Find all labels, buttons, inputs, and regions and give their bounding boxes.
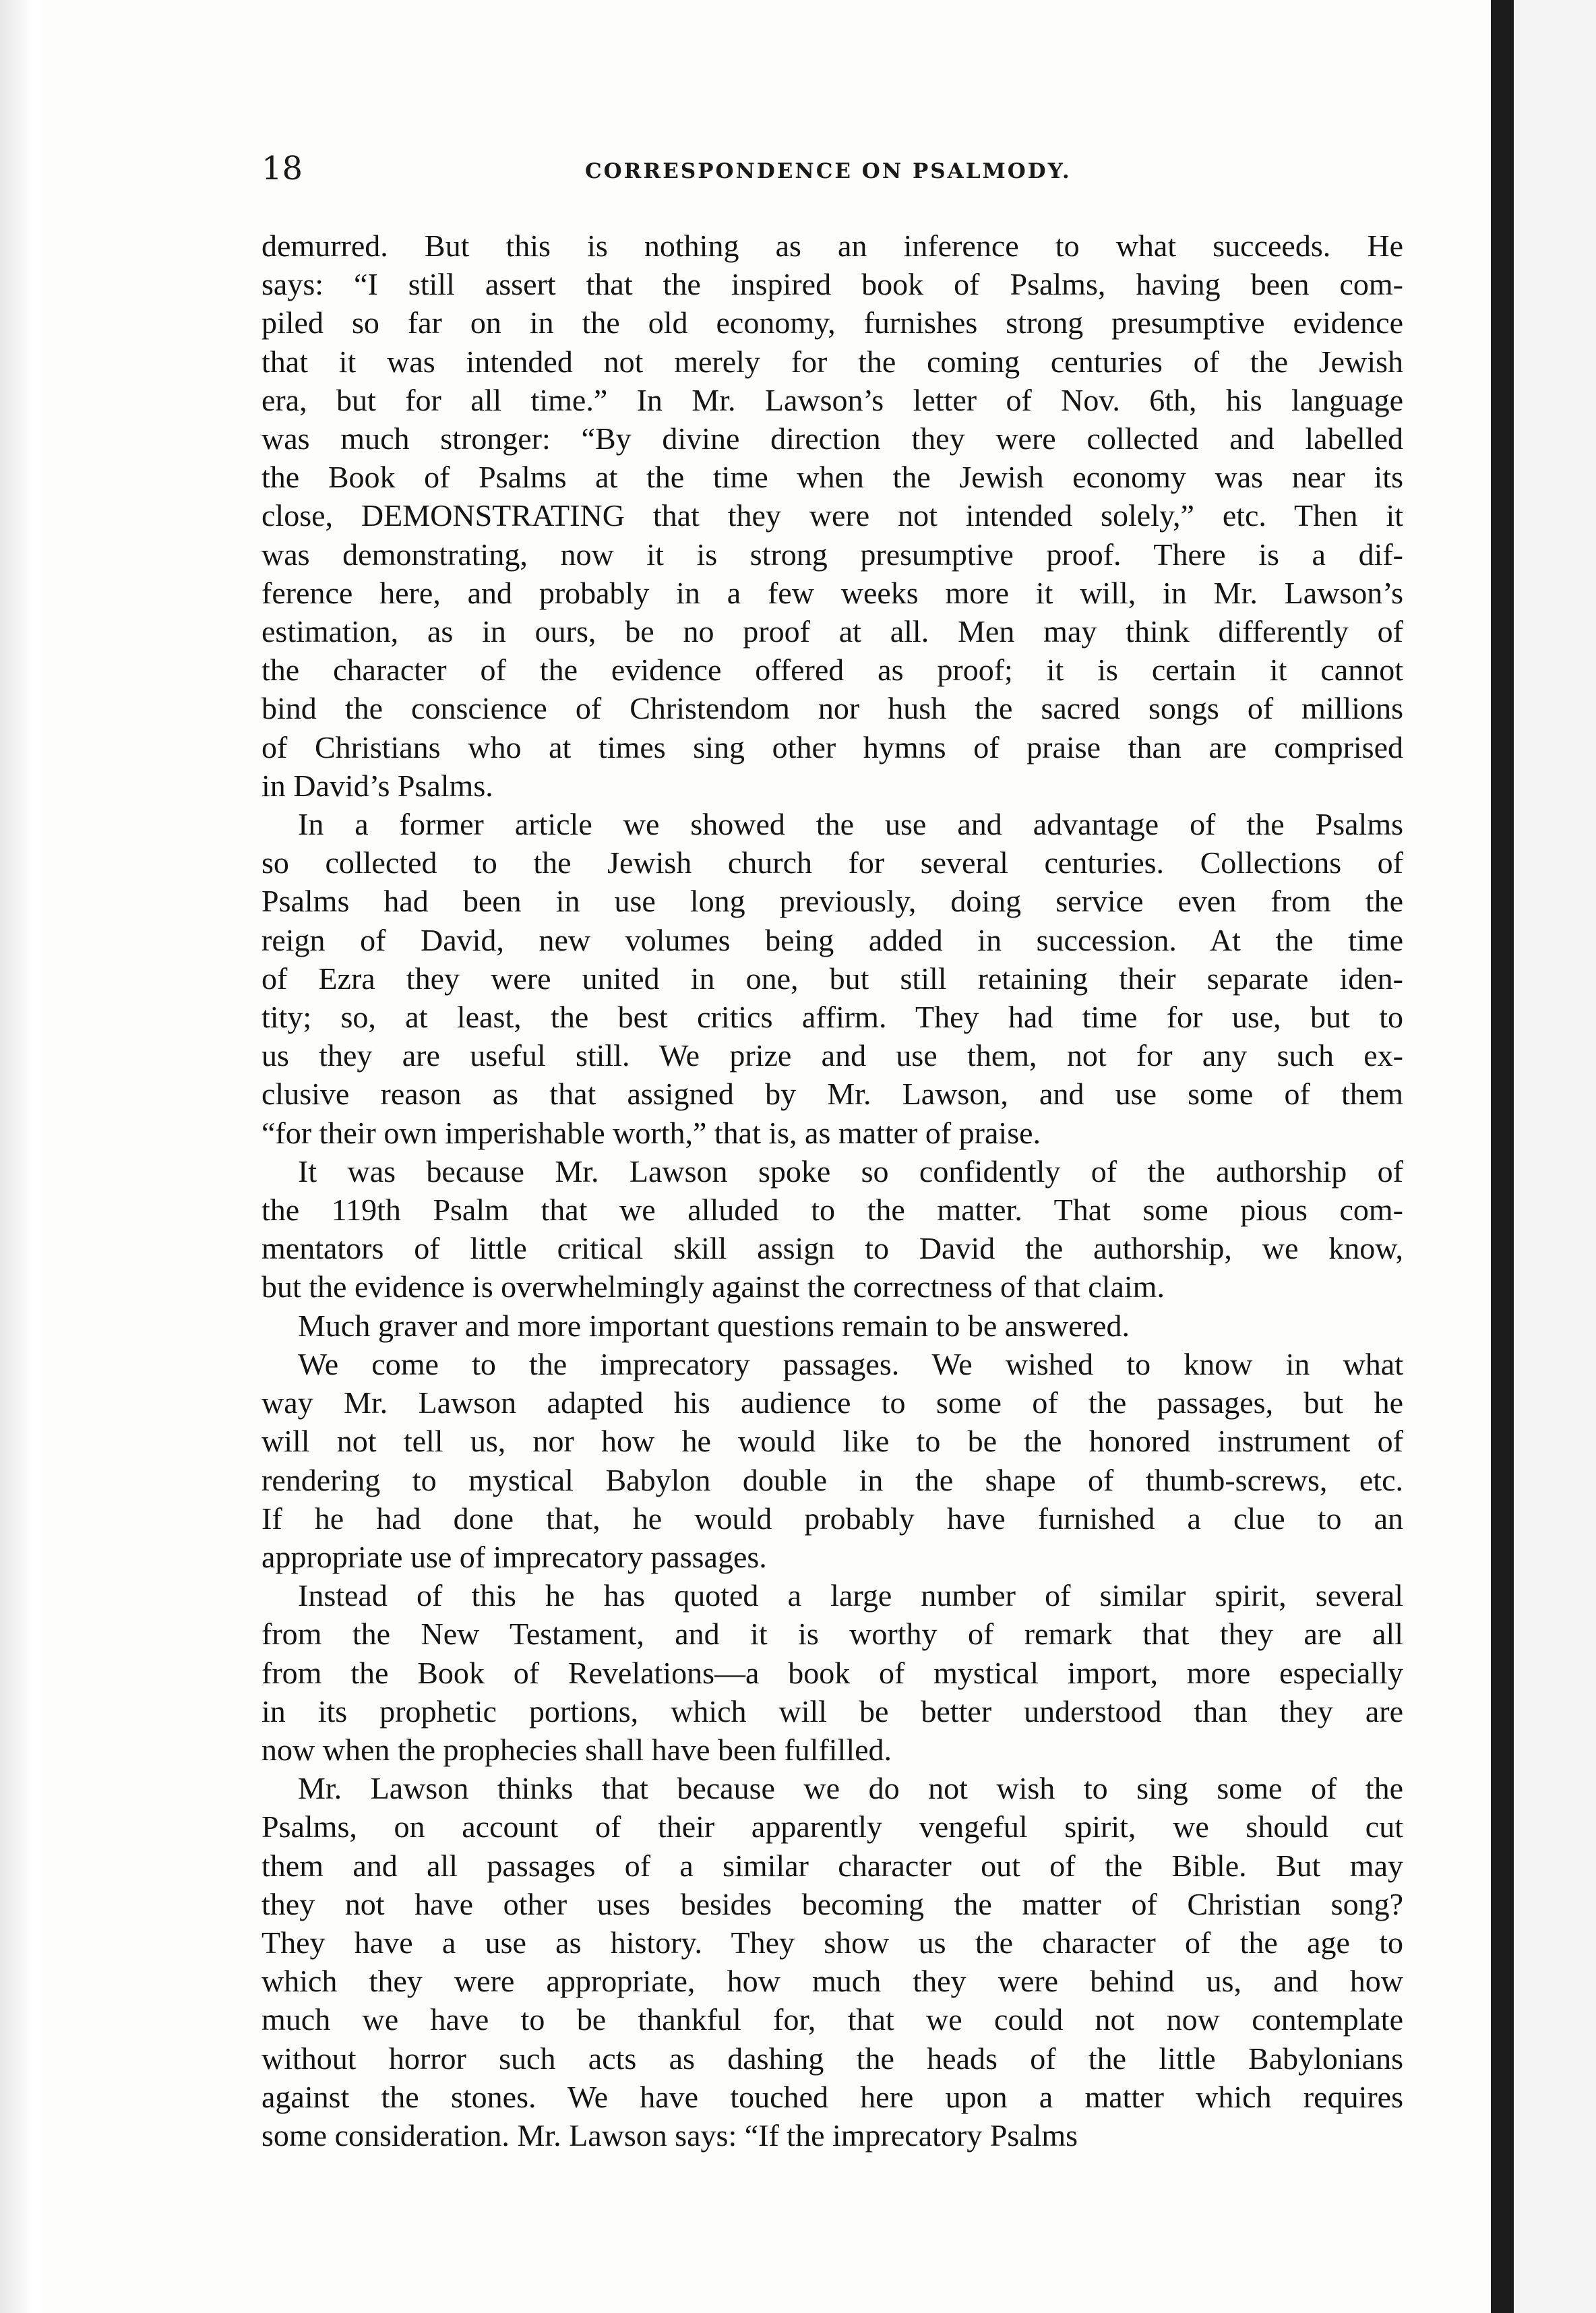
text-line: in David’s Psalms. — [262, 768, 493, 803]
page-header — [262, 150, 1407, 190]
text-line: of Christians who at times sing other hymns of praise than are comprised — [262, 729, 1403, 764]
text-line: says: “I still assert that the inspired book of Psalms, having been com- — [262, 267, 1403, 302]
text-line: so collected to the Jewish church for several centuries. Collections of — [262, 845, 1403, 880]
text-line: reign of David, new volumes being added in succession. At the time — [262, 922, 1403, 957]
text-line: Much graver and more important questions remain to be answered. — [298, 1308, 1130, 1343]
text-line: estimation, as in ours, be no proof at all. Men may think differently of — [262, 614, 1403, 649]
text-line: appropriate use of imprecatory passages. — [262, 1539, 767, 1574]
text-line: bind the conscience of Christendom nor hush the sacred songs of millions — [262, 691, 1403, 726]
text-line: in its prophetic portions, which will be better understood than they are — [262, 1693, 1403, 1729]
text-line: close, DEMONSTRATING that they were not intended solely,” etc. Then it — [262, 498, 1403, 533]
text-line: clusive reason as that assigned by Mr. Lawson, and use some of them — [262, 1077, 1403, 1112]
text-line: way Mr. Lawson adapted his audience to some of the passages, but he — [262, 1385, 1403, 1420]
text-line: Mr. Lawson thinks that because we do not wish to sing some of the — [298, 1771, 1403, 1806]
text-line: Psalms, on account of their apparently vengeful spirit, we should cut — [262, 1809, 1403, 1844]
page-number: 18 — [262, 150, 303, 187]
text-line: without horror such acts as dashing the heads of the little Babylonians — [262, 2041, 1403, 2076]
running-title: CORRESPONDENCE ON PSALMODY. — [585, 159, 1072, 183]
text-line: era, but for all time.” In Mr. Lawson’s letter of Nov. 6th, his language — [262, 382, 1403, 417]
text-line: “for their own imperishable worth,” that is, as matter of praise. — [262, 1115, 1041, 1150]
text-line: the character of the evidence offered as proof; it is certain it cannot — [262, 653, 1403, 688]
text-line: mentators of little critical skill assign to David the authorship, we know, — [262, 1231, 1403, 1266]
text-line: that it was intended not merely for the coming centuries of the Jewish — [262, 344, 1403, 379]
body-text — [262, 227, 1403, 2155]
text-line: now when the prophecies shall have been fulfilled. — [262, 1732, 892, 1767]
text-line: In a former article we showed the use and advantage of the Psalms — [298, 807, 1403, 842]
text-line: some consideration. Mr. Lawson says: “If the imprecatory Psalms — [262, 2117, 1078, 2153]
text-line: will not tell us, nor how he would like to be the honored instrument of — [262, 1424, 1403, 1459]
text-line: from the Book of Revelations—a book of mystical import, more especially — [262, 1655, 1403, 1690]
text-line: they not have other uses besides becoming the matter of Christian song? — [262, 1886, 1403, 1921]
text-line: which they were appropriate, how much they were behind us, and how — [262, 1964, 1403, 1999]
text-line: ference here, and probably in a few weeks more it will, in Mr. Lawson’s — [262, 575, 1403, 610]
text-line: rendering to mystical Babylon double in the shape of thumb-screws, etc. — [262, 1462, 1403, 1497]
text-line: much we have to be thankful for, that we could not now contemplate — [262, 2002, 1403, 2037]
text-line: If he had done that, he would probably have furnished a clue to an — [262, 1501, 1403, 1536]
text-line: tity; so, at least, the best critics affirm. They had time for use, but to — [262, 1000, 1403, 1035]
text-line: Instead of this he has quoted a large number of similar spirit, several — [298, 1578, 1403, 1613]
text-line: piled so far on in the old economy, furnishes strong presumptive evidence — [262, 305, 1403, 340]
text-line: demurred. But this is nothing as an inference to what succeeds. He — [262, 229, 1403, 263]
text-line: the 119th Psalm that we alluded to the matter. That some pious com- — [262, 1193, 1403, 1228]
page-edge-shadow — [1491, 0, 1514, 2313]
text-line: against the stones. We have touched here upon a matter which requires — [262, 2079, 1403, 2114]
text-line: was much stronger: “By divine direction they were collected and labelled — [262, 421, 1403, 456]
text-line: them and all passages of a similar character out of the Bible. But may — [262, 1848, 1403, 1883]
text-line: us they are useful still. We prize and use them, not for any such ex- — [262, 1038, 1403, 1073]
text-line: from the New Testament, and it is worthy of remark that they are all — [262, 1617, 1403, 1652]
text-line: They have a use as history. They show us the character of the age to — [262, 1925, 1403, 1960]
text-line: but the evidence is overwhelmingly against the correctness of that claim. — [262, 1269, 1165, 1304]
text-line: We come to the imprecatory passages. We wished to know in what — [298, 1346, 1403, 1381]
text-line: Psalms had been in use long previously, doing service even from the — [262, 884, 1403, 919]
text-line: was demonstrating, now it is strong presumptive proof. There is a dif- — [262, 537, 1403, 572]
text-line: the Book of Psalms at the time when the Jewish economy was near its — [262, 460, 1403, 495]
binding-gutter — [0, 0, 32, 2313]
text-line: of Ezra they were united in one, but still retaining their separate iden- — [262, 961, 1403, 996]
outer-margin — [1514, 0, 1596, 2313]
text-line: It was because Mr. Lawson spoke so confidently of the authorship of — [298, 1153, 1403, 1189]
